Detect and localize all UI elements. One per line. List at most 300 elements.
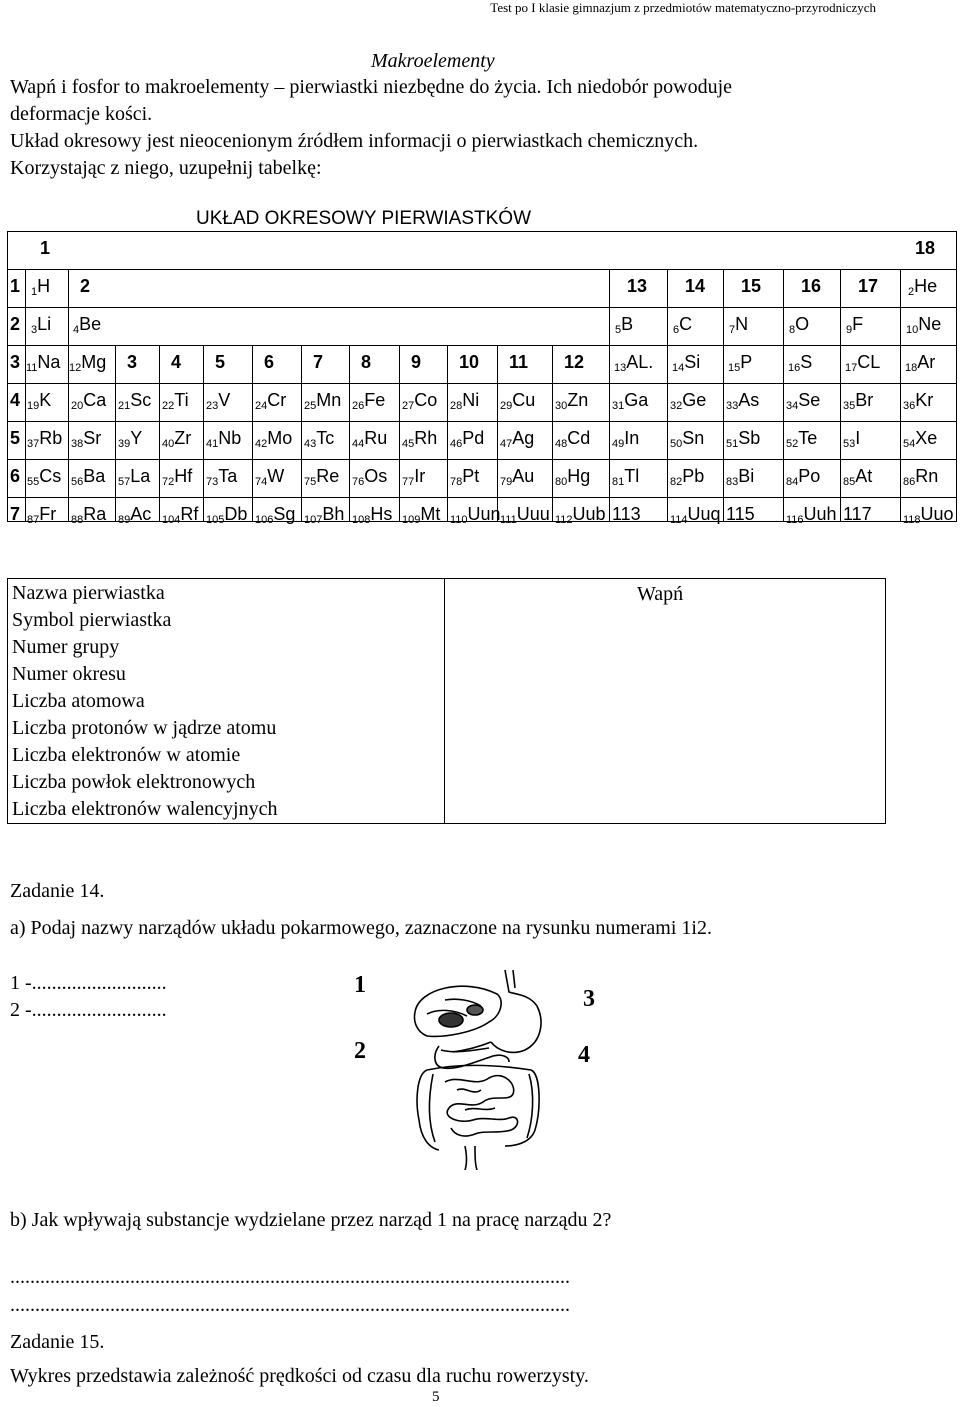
element-cell (71, 504, 106, 530)
element-symbol: Hf (174, 466, 193, 486)
period-number: 3 (10, 352, 21, 372)
table-rule (900, 269, 901, 345)
digestive-system-illustration (405, 970, 555, 1170)
element-symbol: Li (37, 314, 52, 334)
atomic-number: 35 (843, 400, 856, 412)
element-cell (500, 428, 534, 454)
element-symbol: Uub (572, 504, 606, 524)
organ-label-1: 1 (354, 972, 366, 998)
element-cell (726, 428, 760, 454)
table-rule (900, 345, 901, 521)
periodic-table (7, 231, 957, 526)
atomic-number: 89 (118, 514, 131, 526)
period-number: 2 (10, 314, 21, 334)
atomic-number: 25 (304, 400, 317, 412)
element-symbol: Os (364, 466, 388, 486)
element-symbol: Ru (364, 428, 388, 448)
group-label: 4 (171, 352, 182, 372)
atomic-number: 45 (402, 438, 415, 450)
atomic-number: 104 (162, 514, 181, 526)
element-cell (255, 504, 295, 530)
element-symbol: Ra (83, 504, 107, 524)
period-number: 6 (10, 466, 21, 486)
element-cell (670, 390, 706, 416)
organ-label-3: 3 (583, 986, 595, 1012)
element-cell (555, 504, 606, 530)
atomic-number: 105 (206, 514, 225, 526)
element-symbol: Rb (39, 428, 63, 448)
element-symbol: V (218, 390, 231, 410)
atomic-number: 4 (73, 324, 80, 336)
element-symbol: Hg (567, 466, 591, 486)
info-label: Nazwa pierwiastka (12, 582, 165, 604)
element-symbol: C (679, 314, 693, 334)
element-symbol: B (621, 314, 634, 334)
element-symbol: N (735, 314, 749, 334)
element-symbol: Mn (316, 390, 342, 410)
atomic-number: 20 (71, 400, 84, 412)
element-symbol: Ni (462, 390, 480, 410)
atomic-number: 57 (118, 476, 131, 488)
element-symbol: Bh (322, 504, 345, 524)
element-cell (255, 428, 292, 454)
element-cell (612, 390, 648, 416)
element-cell (71, 428, 101, 454)
element-symbol: Au (512, 466, 535, 486)
element-cell (206, 428, 241, 454)
element-symbol: Cs (39, 466, 62, 486)
group-label: 3 (127, 352, 138, 372)
element-symbol: Ar (917, 352, 936, 372)
atomic-number: 50 (670, 438, 683, 450)
element-symbol: Pb (682, 466, 705, 486)
atomic-number: 49 (612, 438, 625, 450)
atomic-number: 54 (903, 438, 916, 450)
element-symbol: Ba (83, 466, 106, 486)
atomic-number: 29 (500, 400, 513, 412)
group-label: 14 (685, 276, 706, 296)
element-symbol: Rf (180, 504, 199, 524)
organ-label-2: 2 (354, 1038, 366, 1064)
table-rule (7, 231, 957, 232)
table-rule (349, 345, 350, 521)
element-symbol: Fe (364, 390, 386, 410)
element-cell (304, 504, 344, 530)
atomic-number: 76 (352, 476, 365, 488)
element-cell (27, 504, 56, 530)
atomic-number: 16 (788, 362, 801, 374)
element-symbol: Kr (915, 390, 934, 410)
atomic-number: 10 (906, 324, 919, 336)
atomic-number: 27 (402, 400, 415, 412)
info-label: Liczba atomowa (12, 690, 145, 712)
element-symbol: 117 (843, 504, 872, 524)
atomic-number: 2 (908, 286, 915, 298)
element-symbol: Rh (414, 428, 438, 448)
table-rule (840, 345, 841, 521)
table-rule (447, 345, 448, 521)
period-number: 1 (10, 276, 21, 296)
element-cell (27, 428, 62, 454)
atomic-number: 81 (612, 476, 625, 488)
info-label: Liczba protonów w jądrze atomu (12, 717, 277, 739)
group-label: 2 (80, 276, 91, 296)
element-symbol: La (130, 466, 151, 486)
element-cell (788, 352, 812, 378)
atomic-number: 88 (71, 514, 84, 526)
element-cell (615, 314, 633, 340)
atomic-number: 14 (672, 362, 685, 374)
element-cell (786, 504, 837, 530)
atomic-number: 43 (304, 438, 317, 450)
element-symbol: O (795, 314, 810, 334)
intro-line-3: Układ okresowy jest nieocenionym źródłem informacji o pierwiastkach chemicznych. (10, 130, 699, 152)
group-label: 15 (741, 276, 762, 296)
element-symbol: Pd (462, 428, 485, 448)
element-cell (500, 466, 534, 492)
element-symbol: I (855, 428, 861, 448)
element-symbol: Fr (39, 504, 57, 524)
element-cell (118, 466, 150, 492)
group-label: 10 (459, 352, 480, 372)
element-cell (729, 314, 748, 340)
atomic-number: 34 (786, 400, 799, 412)
atomic-number: 19 (27, 400, 40, 412)
element-symbol: Zr (174, 428, 192, 448)
element-cell (71, 390, 106, 416)
element-cell (162, 390, 189, 416)
table-rule (7, 345, 957, 346)
element-cell (843, 428, 860, 454)
element-cell (304, 390, 341, 416)
element-cell (162, 428, 191, 454)
element-symbol: As (738, 390, 760, 410)
element-symbol: K (39, 390, 52, 410)
element-symbol: Uuu (516, 504, 550, 524)
atomic-number: 37 (27, 438, 40, 450)
atomic-number: 33 (726, 400, 739, 412)
intro-line-2: deformacje kości. (10, 103, 153, 125)
element-cell (786, 390, 820, 416)
table-rule (667, 269, 668, 345)
group-label-1: 1 (40, 238, 51, 258)
periodic-table-title: UKŁAD OKRESOWY PIERWIASTKÓW (196, 208, 532, 229)
table-rule (203, 345, 204, 521)
atomic-number: 83 (726, 476, 739, 488)
element-cell (612, 504, 641, 524)
element-cell (27, 390, 51, 416)
page-header: Test po I klasie gimnazjum z przedmiotów matematyczno-przyrodniczych (490, 0, 876, 15)
atomic-number: 38 (71, 438, 84, 450)
element-symbol: Sr (83, 428, 102, 448)
atomic-number: 31 (612, 400, 625, 412)
atomic-number: 6 (673, 324, 680, 336)
page-number: 5 (432, 1389, 440, 1405)
element-cell (903, 504, 954, 530)
atomic-number: 1 (31, 286, 38, 298)
group-label: 16 (801, 276, 822, 296)
group-label: 9 (411, 352, 422, 372)
element-symbol: Te (798, 428, 818, 448)
element-cell (670, 504, 721, 530)
atomic-number: 26 (352, 400, 365, 412)
element-cell (402, 428, 437, 454)
element-cell (352, 466, 387, 492)
table-rule (723, 345, 724, 521)
atomic-number: 7 (729, 324, 736, 336)
intro-line-1: Wapń i fosfor to makroelementy – pierwiastki niezbędne do życia. Ich niedobór powoduje (10, 76, 733, 98)
atomic-number: 18 (905, 362, 918, 374)
atomic-number: 79 (500, 476, 513, 488)
element-symbol: Ne (918, 314, 942, 334)
element-cell (555, 428, 590, 454)
element-cell (402, 504, 440, 530)
element-symbol: S (800, 352, 813, 372)
element-cell (843, 466, 872, 492)
atomic-number: 40 (162, 438, 175, 450)
element-cell (450, 390, 479, 416)
table-rule (609, 269, 610, 345)
atomic-number: 114 (670, 514, 688, 526)
element-cell (352, 390, 385, 416)
element-cell (26, 352, 60, 378)
period-number: 5 (10, 428, 21, 448)
element-symbol: Re (316, 466, 340, 486)
element-cell (500, 504, 550, 530)
element-cell (255, 390, 286, 416)
element-symbol: At (855, 466, 873, 486)
table-rule (7, 459, 957, 460)
table-rule (609, 345, 610, 521)
element-cell (69, 352, 106, 378)
element-symbol: Cd (567, 428, 591, 448)
info-label: Liczba elektronów w atomie (12, 744, 241, 766)
element-symbol: Be (79, 314, 102, 334)
element-symbol: Pt (462, 466, 480, 486)
element-cell (846, 314, 863, 340)
element-cell (450, 466, 479, 492)
atomic-number: 3 (31, 324, 38, 336)
element-symbol: Se (798, 390, 821, 410)
element-symbol: Br (855, 390, 874, 410)
info-label: Numer grupy (12, 636, 120, 658)
atomic-number: 21 (118, 400, 131, 412)
atomic-number: 9 (846, 324, 853, 336)
atomic-number: 53 (843, 438, 856, 450)
table-rule (399, 345, 400, 521)
element-symbol: Po (798, 466, 821, 486)
answer-dots-line-1: ................................................................................................................ (10, 1266, 570, 1288)
element-symbol: Db (224, 504, 248, 524)
group-label-18: 18 (915, 238, 936, 258)
table-rule (7, 269, 957, 270)
element-symbol: Uuq (687, 504, 721, 524)
element-cell (555, 466, 590, 492)
element-symbol: Uun (467, 504, 501, 524)
answer-dots-line-2: ................................................................................................................ (10, 1294, 570, 1316)
atomic-number: 22 (162, 400, 175, 412)
table-rule (783, 269, 784, 345)
element-cell (905, 352, 935, 378)
atomic-number: 30 (555, 400, 568, 412)
element-symbol: Ag (512, 428, 535, 448)
element-cell (726, 390, 759, 416)
atomic-number: 85 (843, 476, 856, 488)
table-rule (25, 269, 26, 521)
table-rule (7, 421, 957, 422)
table-rule (159, 345, 160, 521)
element-symbol: Sn (682, 428, 705, 448)
info-label: Numer okresu (12, 663, 126, 685)
group-label: 13 (627, 276, 648, 296)
element-symbol: Mo (267, 428, 293, 448)
element-cell (162, 504, 198, 530)
atomic-number: 107 (304, 514, 323, 526)
table-rule (7, 307, 957, 308)
atomic-number: 32 (670, 400, 683, 412)
element-cell (726, 466, 754, 492)
atomic-number: 111 (500, 514, 517, 526)
atomic-number: 73 (206, 476, 219, 488)
atomic-number: 108 (352, 514, 371, 526)
element-cell (206, 466, 237, 492)
element-symbol: Cu (512, 390, 536, 410)
element-cell (500, 390, 535, 416)
element-cell (670, 428, 704, 454)
atomic-number: 47 (500, 438, 513, 450)
element-symbol: Ti (174, 390, 189, 410)
element-symbol: F (852, 314, 864, 334)
element-cell (304, 428, 334, 454)
element-cell (726, 504, 755, 524)
element-cell (786, 466, 820, 492)
element-cell (903, 390, 933, 416)
element-info-table (7, 578, 886, 824)
atomic-number: 41 (206, 438, 219, 450)
table-rule (301, 345, 302, 521)
table-rule (7, 497, 957, 498)
table-rule (115, 345, 116, 521)
task15-text: Wykres przedstawia zależność prędkości od czasu dla ruchu rowerzysty. (10, 1365, 589, 1387)
atomic-number: 77 (402, 476, 415, 488)
period-number: 7 (10, 504, 21, 524)
element-cell (845, 352, 880, 378)
table-rule (723, 269, 724, 345)
element-symbol: Sg (273, 504, 296, 524)
task14-title: Zadanie 14. (10, 880, 105, 902)
element-cell (450, 504, 501, 530)
element-symbol: Uuh (803, 504, 837, 524)
atomic-number: 78 (450, 476, 463, 488)
element-symbol: Xe (915, 428, 938, 448)
atomic-number: 87 (27, 514, 40, 526)
element-cell (612, 466, 639, 492)
atomic-number: 24 (255, 400, 268, 412)
atomic-number: 112 (555, 514, 573, 526)
atomic-number: 36 (903, 400, 916, 412)
atomic-number: 42 (255, 438, 268, 450)
element-cell (206, 504, 247, 530)
element-symbol: Tl (624, 466, 640, 486)
element-symbol: Rn (915, 466, 939, 486)
atomic-number: 23 (206, 400, 219, 412)
element-symbol: Ge (682, 390, 707, 410)
element-symbol: P (740, 352, 753, 372)
atomic-number: 52 (786, 438, 799, 450)
atomic-number: 17 (845, 362, 858, 374)
group-label: 7 (313, 352, 324, 372)
table-rule (552, 345, 553, 521)
atomic-number: 13 (614, 362, 627, 374)
atomic-number: 106 (255, 514, 274, 526)
element-cell (908, 276, 937, 302)
element-cell (450, 428, 484, 454)
element-cell (786, 428, 817, 454)
group-label: 12 (564, 352, 585, 372)
element-cell (304, 466, 339, 492)
group-label: 6 (264, 352, 275, 372)
table-rule (252, 345, 253, 521)
atomic-number: 15 (728, 362, 741, 374)
atomic-number: 56 (71, 476, 84, 488)
atomic-number: 72 (162, 476, 175, 488)
element-symbol: Zn (567, 390, 589, 410)
element-symbol: Mt (420, 504, 441, 524)
info-label: Liczba powłok elektronowych (12, 771, 256, 793)
element-symbol: Hs (370, 504, 393, 524)
atomic-number: 11 (26, 362, 38, 374)
element-symbol: Cr (267, 390, 287, 410)
atomic-number: 86 (903, 476, 916, 488)
element-symbol: In (624, 428, 640, 448)
element-symbol: Co (414, 390, 438, 410)
atomic-number: 51 (726, 438, 739, 450)
element-cell (672, 352, 700, 378)
group-label: 8 (361, 352, 372, 372)
element-cell (352, 428, 387, 454)
element-symbol: H (37, 276, 51, 296)
element-symbol: Ac (130, 504, 152, 524)
atomic-number: 28 (450, 400, 463, 412)
element-cell (255, 466, 284, 492)
element-symbol: Ir (414, 466, 426, 486)
element-cell (728, 352, 752, 378)
atomic-number: 84 (786, 476, 799, 488)
element-symbol: W (267, 466, 285, 486)
table-rule (497, 345, 498, 521)
intro-line-4: Korzystając z niego, uzupełnij tabelkę: (10, 157, 322, 179)
atomic-number: 48 (555, 438, 568, 450)
period-number: 4 (10, 390, 21, 410)
task14-b: b) Jak wpływają substancje wydzielane przez narząd 1 na pracę narządu 2? (10, 1209, 612, 1231)
element-symbol: Ca (83, 390, 107, 410)
element-cell (206, 390, 230, 416)
table-rule (840, 269, 841, 345)
element-cell (614, 352, 653, 378)
section-title: Makroelementy (371, 50, 495, 72)
atomic-number: 55 (27, 476, 40, 488)
table-rule (783, 345, 784, 521)
group-label: 17 (858, 276, 879, 296)
element-symbol: Mg (81, 352, 107, 372)
element-cell (118, 428, 142, 454)
task14-a: a) Podaj nazwy narządów układu pokarmowego, zaznaczone na rysunku numerami 1i2. (10, 917, 712, 939)
atomic-number: 5 (615, 324, 622, 336)
element-cell (118, 504, 151, 530)
atomic-number: 80 (555, 476, 568, 488)
element-symbol: Tc (316, 428, 335, 448)
element-symbol: 115 (726, 504, 755, 524)
